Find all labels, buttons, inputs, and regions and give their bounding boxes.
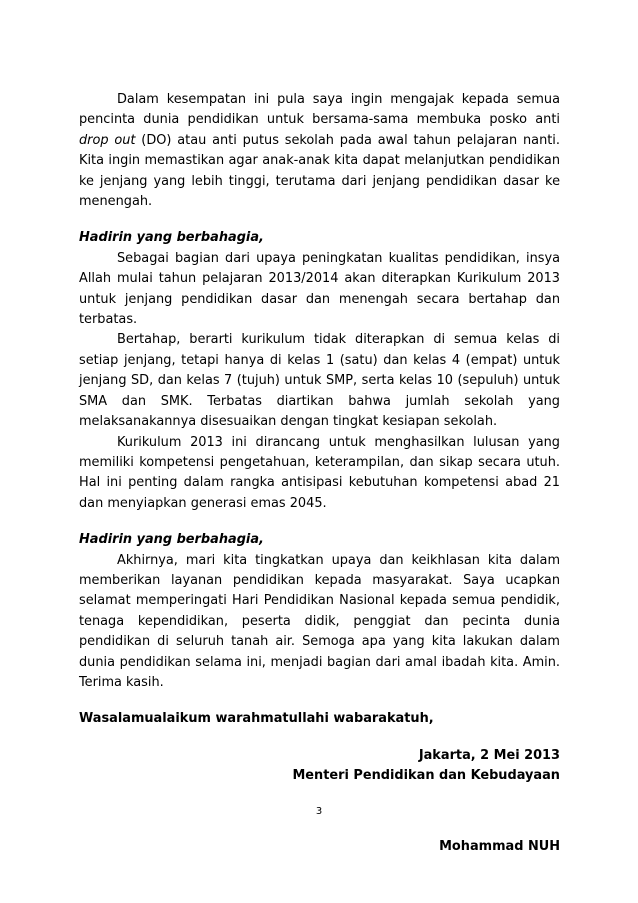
page-number: 3 xyxy=(315,806,323,817)
salutation-heading: Hadirin yang berbahagia, xyxy=(79,532,264,548)
paragraph-akhirnya: Akhirnya, mari kita tingkatkan upaya dan keikhlasan kita dalam memberikan layanan pendidikan kepada masyarakat. Saya ucapkan selamat memperingati Hari Pendidikan Nasional kepada semua pendidik, tenaga kependidikan, peserta didik, penggiat dan pecinta dunia pendidikan di seluruh tanah air. Semoga apa yang kita lakukan dalam dunia pendidikan selama ini, menjadi bagian dari amal ibadah kita. Amin. Terima kasih. xyxy=(79,552,560,690)
paragraph-bertahap: Bertahap, berarti kurikulum tidak diterapkan di semua kelas di setiap jenjang, tetapi hanya di kelas 1 (satu) dan kelas 4 (empat) untuk jenjang SD, dan kelas 7 (tujuh) untuk SMP, serta kelas 10 (sepuluh) untuk SMA dan SMK. Terbatas diartikan bahwa jumlah sekolah yang melaksanakannya disesuaikan dengan tingkat kesiapan sekolah. xyxy=(79,332,560,430)
place-date: Jakarta, 2 Mei 2013 xyxy=(418,747,560,763)
paragraph-text: (DO) atau anti putus sekolah pada awal tahun pelajaran nanti. Kita ingin memastikan agar anak-anak kita dapat melanjutkan pendidikan ke jenjang yang lebih tinggi, terutama dari jenjang pendidikan dasar ke menengah. xyxy=(79,132,560,210)
salutation-heading: Hadirin yang berbahagia, xyxy=(79,230,264,246)
paragraph-kompetensi: Kurikulum 2013 ini dirancang untuk menghasilkan lulusan yang memiliki kompetensi pengetahuan, keterampilan, dan sikap secara utuh. Hal ini penting dalam rangka antisipasi kebutuhan kompetensi abad 21 dan menyiapkan generasi emas 2045. xyxy=(79,434,560,511)
document-body xyxy=(79,90,560,857)
paragraph-kurikulum: Sebagai bagian dari upaya peningkatan kualitas pendidikan, insya Allah mulai tahun pelajaran 2013/2014 akan diterapkan Kurikulum 2013 untuk jenjang pendidikan dasar dan menengah secara bertahap dan terbatas. xyxy=(79,250,560,328)
closing-greeting: Wasalamualaikum warahmatullahi wabarakatuh, xyxy=(79,711,434,727)
signatory-position: Menteri Pendidikan dan Kebudayaan xyxy=(292,768,560,784)
paragraph-text: Dalam kesempatan ini pula saya ingin mengajak kepada semua pencinta dunia pendidikan untuk bersama-sama membuka posko anti xyxy=(79,92,560,128)
paragraph-posko xyxy=(79,90,560,212)
signatory-name: Mohammad NUH xyxy=(439,838,560,854)
italic-term: drop out xyxy=(79,132,136,148)
